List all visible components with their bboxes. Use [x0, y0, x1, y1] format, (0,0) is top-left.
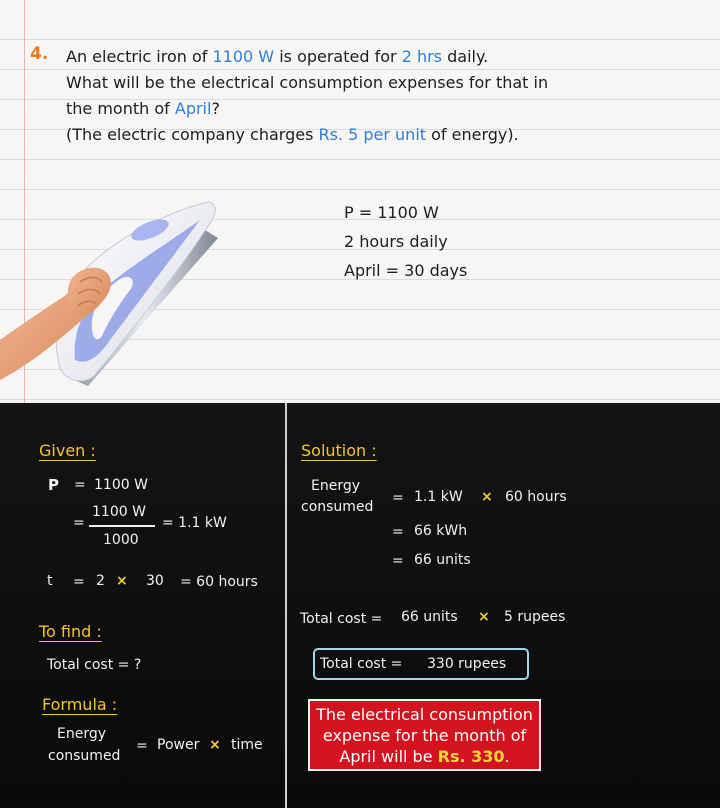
solution-cost-label: Total cost = [300, 611, 383, 627]
question-text-part: An electric iron of [66, 47, 213, 66]
given-fraction-equals: = [73, 515, 85, 531]
given-t-hours: 30 [146, 573, 164, 589]
answer-line-3 [310, 746, 539, 767]
total-cost-value: 330 rupees [427, 656, 507, 672]
question-line-1 [66, 44, 586, 70]
question-line-4 [66, 122, 586, 148]
question-text-part: daily. [442, 47, 489, 66]
multiply-icon: × [209, 737, 221, 753]
hand-holding-iron-icon [0, 190, 240, 390]
question-text-part: is operated for [274, 47, 402, 66]
given-t-days: 2 [96, 573, 105, 589]
formula-equals: = [136, 738, 148, 754]
solution-step3: 66 units [414, 552, 471, 568]
total-cost-label: Total cost = [320, 656, 403, 672]
answer-text-part: . [504, 747, 510, 766]
answer-text-part: April will be [339, 747, 438, 766]
given-p-symbol: P [48, 476, 59, 494]
solution-step1-time: 60 hours [505, 489, 567, 505]
column-divider [285, 403, 287, 808]
question-line-2: What will be the electrical consumption expenses for that in [66, 73, 549, 92]
question-power-highlight: 1100 W [212, 47, 275, 66]
solution-equals-3: = [392, 553, 404, 569]
known-power: P = 1100 W [344, 203, 439, 222]
solution-equals-2: = [392, 524, 404, 540]
given-fraction-result: = 1.1 kW [162, 515, 227, 531]
solution-step1-power: 1.1 kW [414, 489, 463, 505]
answer-box [308, 699, 541, 771]
solution-lhs-consumed: consumed [301, 499, 374, 515]
known-hours: 2 hours daily [344, 232, 448, 251]
formula-lhs-consumed: consumed [48, 748, 121, 764]
solution-equals-1: = [392, 490, 404, 506]
question-text-part: (The electric company charges [66, 125, 319, 144]
formula-time: time [231, 737, 263, 753]
question-text-part: the month of [66, 99, 175, 118]
formula-power: Power [157, 737, 200, 753]
question-line-3 [66, 96, 586, 122]
answer-line-2: expense for the month of [322, 726, 527, 745]
known-values [344, 198, 467, 285]
given-fraction-denominator: 1000 [103, 532, 139, 548]
given-p-value: 1100 W [94, 477, 148, 493]
given-heading: Given : [39, 441, 96, 460]
question-time-highlight: 2 hrs [401, 47, 443, 66]
question-number: 4. [30, 44, 49, 64]
multiply-icon: × [478, 609, 490, 625]
answer-amount: Rs. 330 [437, 747, 505, 766]
solution-board [0, 403, 720, 808]
question-text-part: of energy). [426, 125, 519, 144]
question-section [0, 0, 720, 403]
to-find-heading: To find : [39, 622, 102, 641]
electric-iron-illustration [0, 190, 240, 390]
answer-line-1: The electrical consumption [316, 705, 533, 724]
formula-lhs-energy: Energy [57, 726, 107, 742]
question-rate-highlight: Rs. 5 per unit [318, 125, 427, 144]
to-find-text: Total cost = ? [47, 657, 142, 673]
solution-step2: 66 kWh [414, 523, 468, 539]
multiply-icon: × [116, 573, 128, 589]
given-fraction-numerator: 1100 W [92, 504, 146, 520]
given-t-symbol: t [47, 573, 53, 589]
question-month-highlight: April [174, 99, 212, 118]
given-t-equals: = [73, 574, 85, 590]
solution-cost-units: 66 units [401, 609, 458, 625]
question-text [66, 44, 586, 148]
solution-cost-rate: 5 rupees [504, 609, 566, 625]
solution-lhs-energy: Energy [311, 478, 361, 494]
given-p-equals: = [74, 477, 86, 493]
known-month: April = 30 days [344, 261, 468, 280]
question-text-part: ? [211, 99, 220, 118]
solution-heading: Solution : [301, 441, 377, 460]
formula-heading: Formula : [42, 695, 118, 714]
fraction-bar [89, 525, 155, 527]
multiply-icon: × [481, 489, 493, 505]
given-t-result: = 60 hours [180, 574, 258, 590]
